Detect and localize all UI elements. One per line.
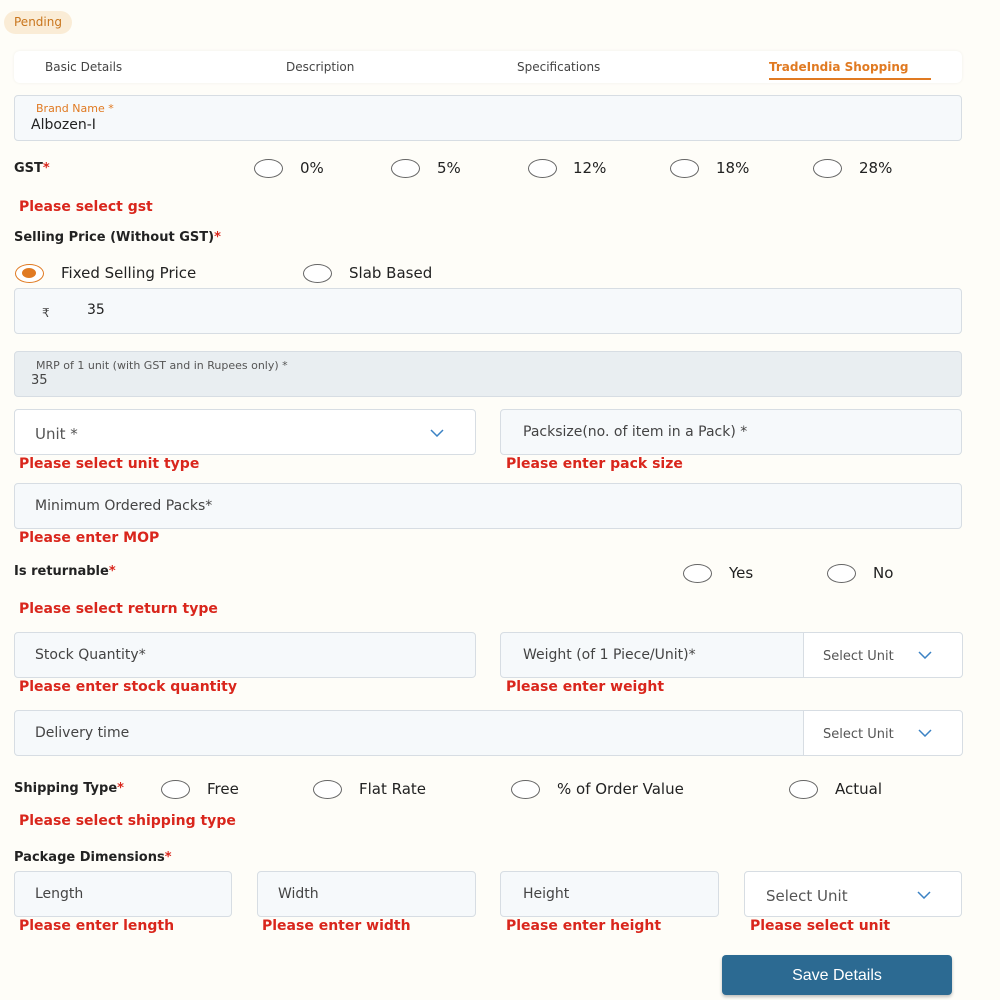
packsize-placeholder: Packsize(no. of item in a Pack) * bbox=[523, 424, 748, 440]
weight-input[interactable] bbox=[500, 632, 962, 678]
shipping-flat-rate-radio[interactable] bbox=[313, 780, 342, 799]
gst-radio-5[interactable] bbox=[391, 159, 420, 178]
weight-unit-select[interactable] bbox=[803, 632, 963, 678]
brand-name-field[interactable] bbox=[14, 95, 962, 141]
gst-option-5-label: 5% bbox=[437, 159, 461, 177]
gst-option-12-label: 12% bbox=[573, 159, 607, 177]
gst-radio-12[interactable] bbox=[528, 159, 557, 178]
height-placeholder: Height bbox=[523, 886, 570, 902]
gst-option-0-label: 0% bbox=[300, 159, 324, 177]
tab-specifications[interactable]: Specifications bbox=[517, 60, 601, 74]
mrp-field[interactable] bbox=[14, 351, 962, 397]
delivery-time-input[interactable] bbox=[14, 710, 962, 756]
shipping-type-label: Shipping Type* bbox=[14, 781, 124, 796]
tab-bar bbox=[14, 51, 962, 83]
stock-error: Please enter stock quantity bbox=[19, 679, 237, 695]
weight-error: Please enter weight bbox=[506, 679, 665, 695]
weight-placeholder: Weight (of 1 Piece/Unit)* bbox=[523, 647, 696, 663]
returnable-no-label: No bbox=[873, 564, 894, 582]
mrp-label: MRP of 1 unit (with GST and in Rupees only) * bbox=[36, 359, 288, 372]
unit-placeholder: Unit * bbox=[35, 425, 78, 443]
length-placeholder: Length bbox=[35, 886, 84, 902]
packsize-error: Please enter pack size bbox=[506, 456, 683, 472]
height-input[interactable] bbox=[500, 871, 719, 917]
length-error: Please enter length bbox=[19, 918, 175, 934]
shipping-free-label: Free bbox=[207, 780, 239, 798]
mop-error: Please enter MOP bbox=[19, 530, 160, 546]
shipping-free-radio[interactable] bbox=[161, 780, 190, 799]
tab-description[interactable]: Description bbox=[286, 60, 355, 74]
chevron-down-icon bbox=[918, 729, 932, 737]
chevron-down-icon bbox=[918, 651, 932, 659]
gst-radio-0[interactable] bbox=[254, 159, 283, 178]
returnable-no-radio[interactable] bbox=[827, 564, 856, 583]
shipping-flat-rate-label: Flat Rate bbox=[359, 780, 427, 798]
dimension-unit-placeholder: Select Unit bbox=[766, 887, 848, 905]
chevron-down-icon bbox=[430, 429, 444, 437]
tab-tradeindia-shopping[interactable]: TradeIndia Shopping bbox=[769, 60, 909, 74]
save-details-button[interactable]: Save Details bbox=[722, 955, 952, 995]
shipping-error: Please select shipping type bbox=[19, 813, 236, 829]
returnable-error: Please select return type bbox=[19, 601, 218, 617]
chevron-down-icon bbox=[917, 891, 931, 899]
slab-based-label: Slab Based bbox=[349, 264, 433, 282]
brand-name-value: Albozen-I bbox=[31, 117, 96, 133]
width-input[interactable] bbox=[257, 871, 476, 917]
gst-error: Please select gst bbox=[19, 199, 153, 215]
delivery-unit-select[interactable] bbox=[803, 710, 963, 756]
gst-option-18-label: 18% bbox=[716, 159, 750, 177]
selling-price-input[interactable] bbox=[14, 288, 962, 334]
weight-unit-placeholder: Select Unit bbox=[823, 649, 894, 664]
returnable-label: Is returnable* bbox=[14, 564, 116, 579]
delivery-placeholder: Delivery time bbox=[35, 725, 130, 741]
selling-price-value: 35 bbox=[87, 302, 105, 318]
package-dimensions-label: Package Dimensions* bbox=[14, 850, 172, 865]
rupee-icon: ₹ bbox=[42, 306, 50, 320]
stock-quantity-input[interactable] bbox=[14, 632, 476, 678]
unit-error: Please select unit type bbox=[19, 456, 200, 472]
gst-label: GST* bbox=[14, 161, 50, 176]
selling-price-label: Selling Price (Without GST)* bbox=[14, 230, 221, 245]
height-error: Please enter height bbox=[506, 918, 662, 934]
dimension-unit-select[interactable] bbox=[744, 871, 962, 917]
active-tab-indicator bbox=[769, 78, 931, 80]
fixed-selling-price-radio[interactable] bbox=[15, 264, 44, 283]
packsize-input[interactable] bbox=[500, 409, 962, 455]
shipping-actual-label: Actual bbox=[835, 780, 882, 798]
width-error: Please enter width bbox=[262, 918, 411, 934]
gst-radio-28[interactable] bbox=[813, 159, 842, 178]
width-placeholder: Width bbox=[278, 886, 319, 902]
unit-select[interactable] bbox=[14, 409, 476, 455]
delivery-unit-placeholder: Select Unit bbox=[823, 727, 894, 742]
returnable-yes-radio[interactable] bbox=[683, 564, 712, 583]
mrp-value: 35 bbox=[31, 373, 48, 388]
length-input[interactable] bbox=[14, 871, 232, 917]
mop-placeholder: Minimum Ordered Packs* bbox=[35, 498, 213, 514]
stock-placeholder: Stock Quantity* bbox=[35, 647, 146, 663]
minimum-ordered-packs-input[interactable] bbox=[14, 483, 962, 529]
brand-name-label: Brand Name * bbox=[36, 102, 114, 115]
slab-based-radio[interactable] bbox=[303, 264, 332, 283]
gst-option-28-label: 28% bbox=[859, 159, 893, 177]
tab-basic-details[interactable]: Basic Details bbox=[45, 60, 123, 74]
fixed-selling-price-label: Fixed Selling Price bbox=[61, 264, 197, 282]
shipping-order-value-radio[interactable] bbox=[511, 780, 540, 799]
shipping-order-value-label: % of Order Value bbox=[557, 780, 684, 798]
gst-radio-18[interactable] bbox=[670, 159, 699, 178]
shipping-actual-radio[interactable] bbox=[789, 780, 818, 799]
returnable-yes-label: Yes bbox=[729, 564, 754, 582]
dimension-unit-error: Please select unit bbox=[750, 918, 891, 934]
status-badge: Pending bbox=[4, 11, 72, 34]
